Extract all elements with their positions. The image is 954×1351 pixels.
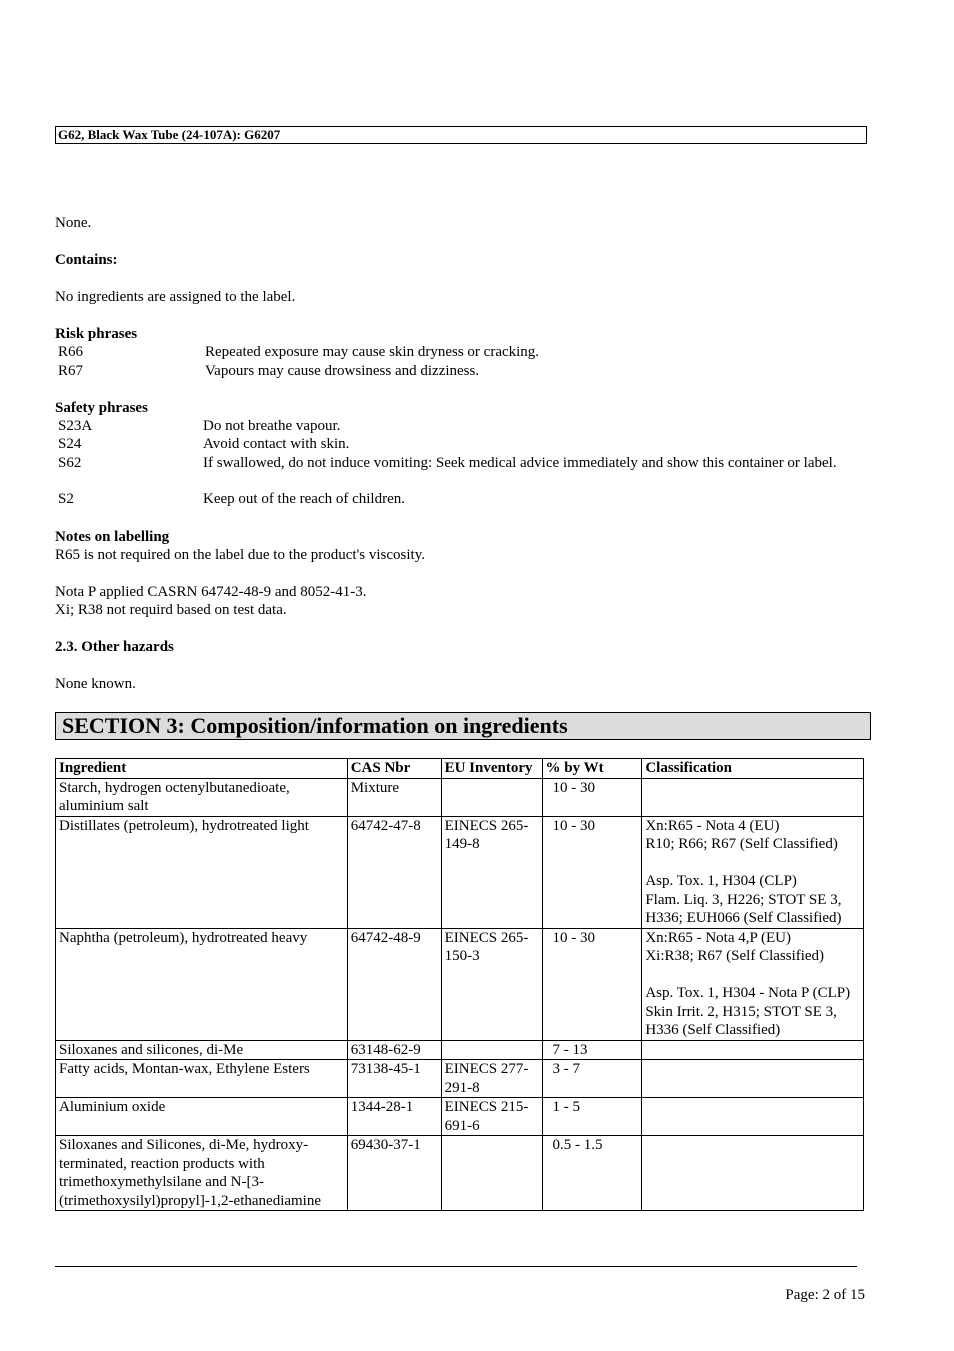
eu-inventory-cell	[441, 1040, 542, 1060]
risk-phrase-text: Vapours may cause drowsiness and dizziness.	[205, 363, 480, 379]
safety-phrase-text: Keep out of the reach of children.	[203, 491, 405, 507]
page-number: Page: 2 of 15	[785, 1287, 865, 1303]
product-header: G62, Black Wax Tube (24-107A): G6207	[55, 126, 867, 144]
percent-cell: 1 - 5	[542, 1098, 642, 1136]
safety-phrase-code: S24	[58, 436, 82, 452]
table-row	[56, 1040, 864, 1060]
classification-cell: Xn:R65 - Nota 4 (EU) R10; R66; R67 (Self Classified) Asp. Tox. 1, H304 (CLP) Flam. Liq. 3, H226; STOT SE 3, H336; EUH066 (Self Classified)	[642, 816, 864, 928]
safety-phrase-text: Avoid contact with skin.	[203, 436, 350, 452]
notes-line: Xi; R38 not requird based on test data.	[55, 602, 287, 618]
other-hazards-heading: 2.3. Other hazards	[55, 639, 174, 655]
cas-cell: 64742-47-8	[347, 816, 441, 928]
footer-divider	[55, 1266, 857, 1267]
ingredients-table	[55, 758, 864, 1211]
other-hazards-text: None known.	[55, 676, 136, 692]
percent-cell: 7 - 13	[542, 1040, 642, 1060]
risk-phrase-code: R66	[58, 344, 84, 360]
ingredient-cell: Starch, hydrogen octenylbutanedioate, aluminium salt	[56, 778, 348, 816]
cas-cell: 69430-37-1	[347, 1136, 441, 1211]
table-row	[56, 1098, 864, 1136]
column-header: Ingredient	[56, 759, 348, 779]
cas-cell: 64742-48-9	[347, 928, 441, 1040]
cas-cell: 1344-28-1	[347, 1098, 441, 1136]
classification-cell	[642, 1098, 864, 1136]
cas-cell: Mixture	[347, 778, 441, 816]
cas-cell: 73138-45-1	[347, 1060, 441, 1098]
ingredient-cell: Aluminium oxide	[56, 1098, 348, 1136]
safety-phrase-code: S23A	[58, 418, 93, 434]
classification-cell	[642, 1136, 864, 1211]
safety-phrase-text: Do not breathe vapour.	[203, 418, 341, 434]
contains-heading: Contains:	[55, 252, 118, 268]
ingredient-cell: Fatty acids, Montan-wax, Ethylene Esters	[56, 1060, 348, 1098]
table-row	[56, 1060, 864, 1098]
safety-phrase-code: S2	[58, 491, 74, 507]
column-header: % by Wt	[542, 759, 642, 779]
ingredient-cell: Siloxanes and silicones, di-Me	[56, 1040, 348, 1060]
risk-phrase-text: Repeated exposure may cause skin dryness or cracking.	[205, 344, 540, 360]
percent-cell: 3 - 7	[542, 1060, 642, 1098]
risk-phrase-code: R67	[58, 363, 84, 379]
risk-phrases-heading: Risk phrases	[55, 326, 138, 342]
classification-cell	[642, 778, 864, 816]
table-row	[56, 816, 864, 928]
percent-cell: 0.5 - 1.5	[542, 1136, 642, 1211]
eu-inventory-cell: EINECS 265-150-3	[441, 928, 542, 1040]
ingredient-cell: Siloxanes and Silicones, di-Me, hydroxy-terminated, reaction products with trimethoxymethylsilane and N-[3-(trimethoxysilyl)propyl]-1,2-ethanediamine	[56, 1136, 348, 1211]
ingredient-cell: Distillates (petroleum), hydrotreated light	[56, 816, 348, 928]
eu-inventory-cell: EINECS 277-291-8	[441, 1060, 542, 1098]
classification-cell	[642, 1040, 864, 1060]
classification-cell	[642, 1060, 864, 1098]
percent-cell: 10 - 30	[542, 928, 642, 1040]
safety-phrase-text: If swallowed, do not induce vomiting: Seek medical advice immediately and show this container or label.	[203, 455, 837, 471]
eu-inventory-cell	[441, 778, 542, 816]
table-row	[56, 778, 864, 816]
eu-inventory-cell	[441, 1136, 542, 1211]
column-header: Classification	[642, 759, 864, 779]
none-text: None.	[55, 215, 92, 231]
classification-cell: Xn:R65 - Nota 4,P (EU) Xi:R38; R67 (Self Classified) Asp. Tox. 1, H304 - Nota P (CLP) Skin Irrit. 2, H315; STOT SE 3, H336 (Self Classified)	[642, 928, 864, 1040]
table-header-row	[56, 759, 864, 779]
eu-inventory-cell: EINECS 215-691-6	[441, 1098, 542, 1136]
table-row	[56, 1136, 864, 1211]
column-header: EU Inventory	[441, 759, 542, 779]
cas-cell: 63148-62-9	[347, 1040, 441, 1060]
ingredient-cell: Naphtha (petroleum), hydrotreated heavy	[56, 928, 348, 1040]
notes-line: Nota P applied CASRN 64742-48-9 and 8052-41-3.	[55, 584, 367, 600]
contains-text: No ingredients are assigned to the label.	[55, 289, 296, 305]
safety-phrase-code: S62	[58, 455, 82, 471]
percent-cell: 10 - 30	[542, 816, 642, 928]
percent-cell: 10 - 30	[542, 778, 642, 816]
safety-phrases-heading: Safety phrases	[55, 400, 148, 416]
section-3-title: SECTION 3: Composition/information on ingredients	[55, 712, 871, 740]
notes-line: R65 is not required on the label due to the product's viscosity.	[55, 547, 425, 563]
column-header: CAS Nbr	[347, 759, 441, 779]
notes-heading: Notes on labelling	[55, 529, 170, 545]
eu-inventory-cell: EINECS 265-149-8	[441, 816, 542, 928]
table-row	[56, 928, 864, 1040]
